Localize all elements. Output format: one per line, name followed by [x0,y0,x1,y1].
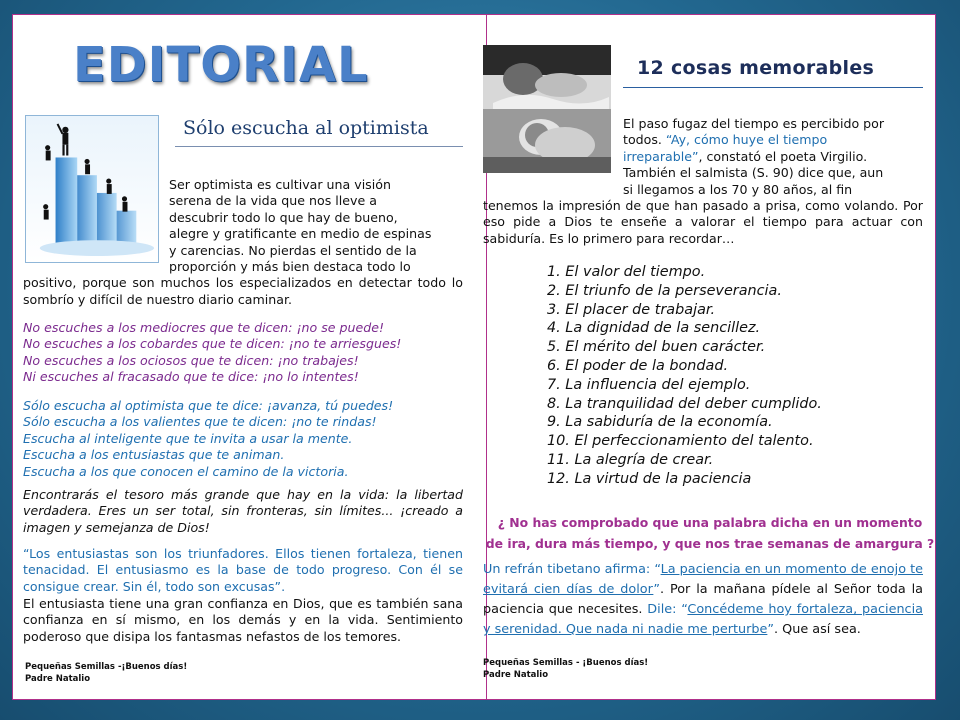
anger-question [485,512,935,554]
virgil-quote: “Ay, cómo huye el tiempo [665,132,828,148]
right-article-title: 12 cosas memorables [637,57,875,79]
footer-line: Pequeñas Semillas - ¡Buenos días! [483,658,649,668]
optimist-intro-paragraph [23,177,463,308]
list-item: 1. El valor del tiempo. [547,264,706,280]
left-footer [25,661,187,685]
title-underline [623,87,923,88]
tibetan-proverb-paragraph: Un refrán tibetano afirma: “La paciencia en un momento de enojo te evitará cien días de dolor”. Por la mañana pídele al Señor toda la paciencia que necesites. Dile: “Concédeme hoy fortaleza, paciencia y serenidad. Que nada ni nadie me perturbe”. Que así sea. [483,562,923,637]
treasure-paragraph: Encontrarás el tesoro más grande que hay en la vida: la libertad verdadera. Eres un ser total, sin fronteras, sin límites... ¡creado a imagen y semejanza de Dios! [23,487,463,535]
editorial-header: EDITORIAL [73,37,369,93]
list-item: 11. La alegría de crear. [547,451,714,468]
intro-line: y carencias. No pierdas el sentido de la [169,242,417,258]
intro-line: El paso fugaz del tiempo es percibido por [623,116,885,131]
question-line: de ira, dura más tiempo, y que nos trae semanas de amargura ? [485,536,935,551]
left-article-title: Sólo escucha al optimista [183,117,429,139]
intro-line: descubrir todo lo que hay de bueno, [169,209,398,225]
right-footer [483,657,648,681]
listen-line: Sólo escucha a los valientes que te dicen: ¡no te rindas! [23,414,377,430]
list-item: 5. El mérito del buen carácter. [547,339,766,356]
question-line: ¿ No has comprobado que una palabra dicha en un momento [497,515,923,530]
intro-line: alegre y gratificante en medio de espinas [169,226,432,242]
dont-listen-line: Ni escuches al fracasado que te dice: ¡no lo intentes! [23,369,359,385]
virgil-quote-end: irreparable” [623,148,699,164]
footer-line: Padre Natalio [483,670,549,680]
listen-line: Escucha a los que conocen el camino de la victoria. [23,463,349,479]
intro-tail: tenemos la impresión de que han pasado a prisa, como volando. Por eso pide a Dios te enseñe a valorar el tiempo para actuar con sabiduría. Es lo primero para recordar… [483,198,923,246]
list-item: 8. La tranquilidad del deber cumplido. [547,395,822,412]
list-item: 6. El poder de la bondad. [547,357,729,374]
intro-line: serena de la vida que nos lleve a [169,193,377,209]
intro-line: irreparable”, constató el poeta Virgilio. [623,148,868,164]
list-item: 12. La virtud de la paciencia [547,470,752,487]
list-item: 10. El perfeccionamiento del talento. [547,433,814,450]
intro-line: También el salmista (S. 90) dice que, aun [623,165,884,181]
dont-listen-list [23,320,463,386]
intro-line: todos. “Ay, cómo huye el tiempo [623,132,828,148]
newsletter-page [12,14,936,700]
dont-listen-line: No escuches a los ociosos que te dicen: ¡no trabajes! [23,352,359,368]
memorable-things-list [547,263,822,489]
list-item: 9. La sabiduría de la economía. [547,414,773,431]
intro-line: Ser optimista es cultivar una visión [169,177,391,192]
footer-line: Pequeñas Semillas -¡Buenos días! [25,662,188,672]
list-item: 4. La dignidad de la sencillez. [547,320,761,337]
dont-listen-line: No escuches a los cobardes que te dicen: ¡no te arriesgues! [23,336,402,352]
listen-list [23,398,463,480]
memorable-intro-paragraph [483,116,923,247]
dont-listen-line: No escuches a los mediocres que te dicen: ¡no se puede! [23,320,385,335]
intro-tail: positivo, porque son muchos los especializados en detectar todo lo sombrío y difícil de nuestro diario caminar. [23,275,463,307]
footer-line: Padre Natalio [25,674,91,684]
proverb-link[interactable]: La paciencia en un momento de enojo te evitará cien días de dolor [483,562,923,597]
title-underline [175,146,463,147]
enthusiast-paragraph: El entusiasta tiene una gran confianza en Dios, que es también sana confianza en sí mismo, en los demás y en la vida. Sentimiento poderoso que disipa los fantasmas nefastos de los temores. [23,596,463,644]
prayer-link[interactable]: Concédeme hoy fortaleza, paciencia y serenidad. Que nada ni nadie me perturbe [483,602,923,637]
list-item: 3. El placer de trabajar. [547,301,716,318]
enthusiasts-quote: “Los entusiastas son los triunfadores. Ellos tienen fortaleza, tienen tenacidad. El entusiasmo es la base de todo progreso. Con él se consigue crear. Sin él, todo son excusas”. [23,546,463,594]
listen-line: Sólo escucha al optimista que te dice: ¡avanza, tú puedes! [23,398,394,413]
list-item: 7. La influencia del ejemplo. [547,376,751,393]
intro-line: proporción y más bien destaca todo lo [169,259,411,275]
list-item: 2. El triunfo de la perseverancia. [547,282,782,299]
intro-line: si llegamos a los 70 y 80 años, al fin [623,181,853,197]
listen-line: Escucha a los entusiastas que te animan. [23,447,285,463]
listen-line: Escucha al inteligente que te invita a usar la mente. [23,430,353,446]
